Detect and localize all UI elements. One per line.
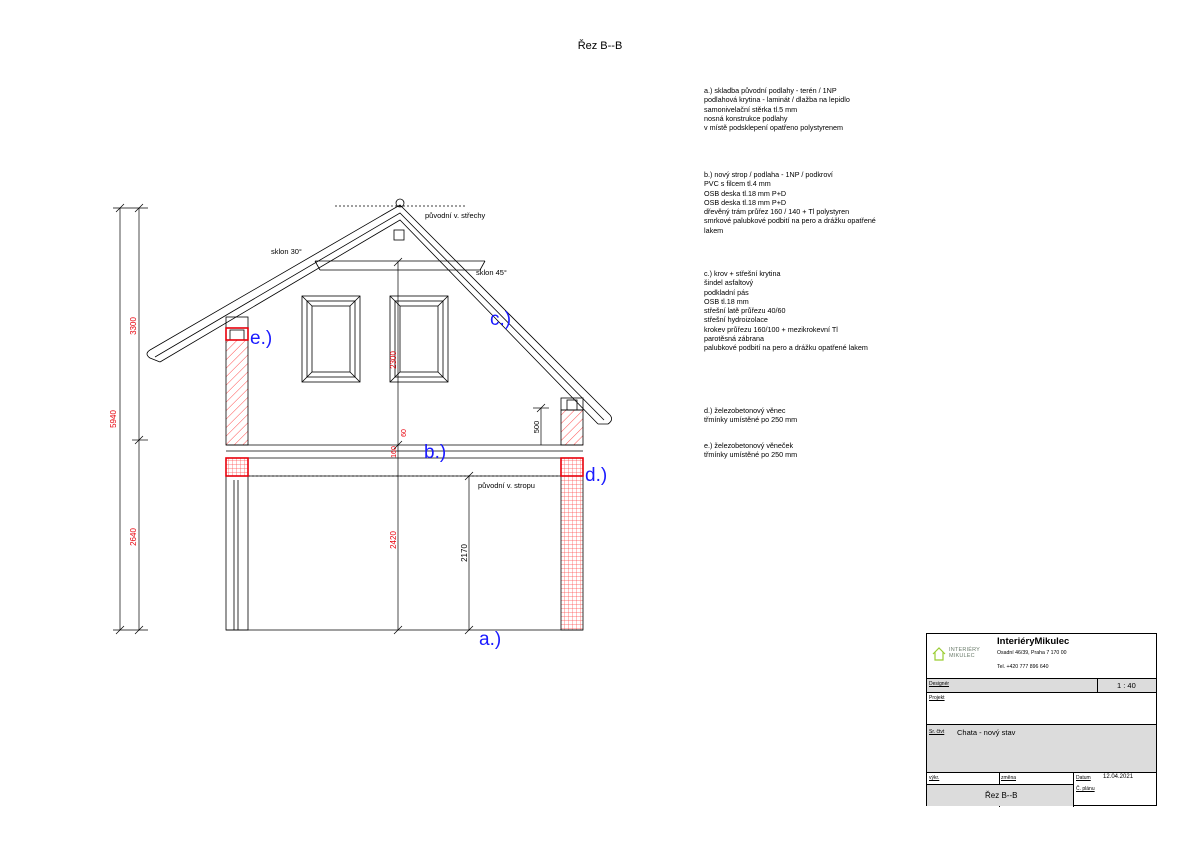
sheet-name: Chata - nový stav — [957, 728, 1016, 737]
datum-label: Datum — [1076, 775, 1091, 781]
ring-beam-right — [561, 458, 583, 476]
interior-dimensions — [394, 258, 549, 634]
revision-row — [927, 772, 1156, 784]
note-d: d.) železobetonový věnec třmínky umístěné po 250 mm — [704, 406, 798, 425]
note-e: e.) železobetonový věneček třmínky umístěné po 250 mm — [704, 441, 798, 460]
company-phone: Tel. +420 777 896 640 — [997, 664, 1049, 670]
ring-beam-left — [226, 458, 248, 476]
sheet-no-label: Č. plánu — [1076, 786, 1095, 792]
dim-60: 60 — [401, 429, 408, 437]
sheet-name-label: Sr. čtvt — [929, 729, 945, 735]
dim-160: 160 — [391, 446, 398, 458]
project-label: Projekt — [929, 695, 945, 701]
callout-c: c.) — [490, 309, 512, 330]
drawing-title: Řez B--B — [985, 791, 1018, 800]
title-block — [926, 633, 1157, 806]
scale-value: 1 : 40 — [1117, 681, 1136, 690]
roof — [147, 199, 612, 424]
dim-2170: 2170 — [460, 544, 469, 562]
sheet-title: Řez B--B — [577, 40, 623, 52]
dim-2300: 2300 — [389, 351, 398, 369]
puvodni-stropu-label: původní v. stropu — [478, 481, 535, 490]
note-a: a.) skladba původní podlahy - terén / 1NP podlahová krytina - laminát / dlažba na lepidlo samonivelační stěrka tl.5 mm nosná konstrukce podlahy v místě podsklepení opatřeno polystyrenem — [704, 86, 850, 133]
project-row — [927, 692, 1156, 724]
left-dimension-chain — [113, 204, 148, 634]
vykr-label: výkr. — [929, 775, 940, 781]
note-c: c.) krov + střešní krytina šindel asfaltový podkladní pás OSB tl.18 mm střešní latě průřezu 40/60 střešní hydroizolace krokev průřezu 160/100 + mezikrokevní Tl parotěsná zábrana palubkové podbití na pero a drážku opatřené lakem — [704, 269, 868, 353]
note-b: b.) nový strop / podlaha - 1NP / podkroví PVC s filcem tl.4 mm OSB deska tl.18 mm P+D OSB deska tl.18 mm P+D dřevěný trám průřez 160 / 140 + Tl polystyren smrkové palubkové podbití na pero a drážku opatřené lakem — [704, 170, 876, 235]
drawing-title-row — [927, 784, 1073, 806]
callout-d: d.) — [585, 465, 608, 486]
dim-5940: 5940 — [109, 410, 118, 428]
company-address: Osadní 46/39, Praha 7 170 00 — [997, 650, 1067, 656]
windows — [302, 296, 448, 382]
sklon-30-label: sklon 30° — [271, 247, 302, 256]
zmena-label: změna — [1001, 775, 1017, 781]
dim-500: 500 — [532, 420, 541, 434]
callout-e: e.) — [250, 328, 273, 349]
walls — [226, 317, 583, 630]
house-icon — [932, 647, 946, 661]
dim-3300: 3300 — [129, 317, 138, 335]
sklon-45-label: sklon 45° — [476, 268, 507, 277]
sheet-name-row — [927, 724, 1156, 772]
callout-b: b.) — [424, 442, 447, 463]
callout-a: a.) — [479, 629, 502, 650]
logo-line-1: INTERIÉRY — [949, 647, 981, 653]
date-value: 12.04.2021 — [1103, 774, 1134, 780]
logo-line-2: MIKULEC — [949, 653, 975, 659]
puvodni-strechy-label: původní v. střechy — [425, 211, 486, 220]
company-name: InteriéryMikulec — [997, 636, 1070, 647]
designer-row — [927, 678, 1156, 692]
company-logo — [932, 647, 984, 669]
dim-2420: 2420 — [389, 531, 398, 549]
dim-2640: 2640 — [129, 528, 138, 546]
designer-label: Designér — [929, 681, 950, 687]
